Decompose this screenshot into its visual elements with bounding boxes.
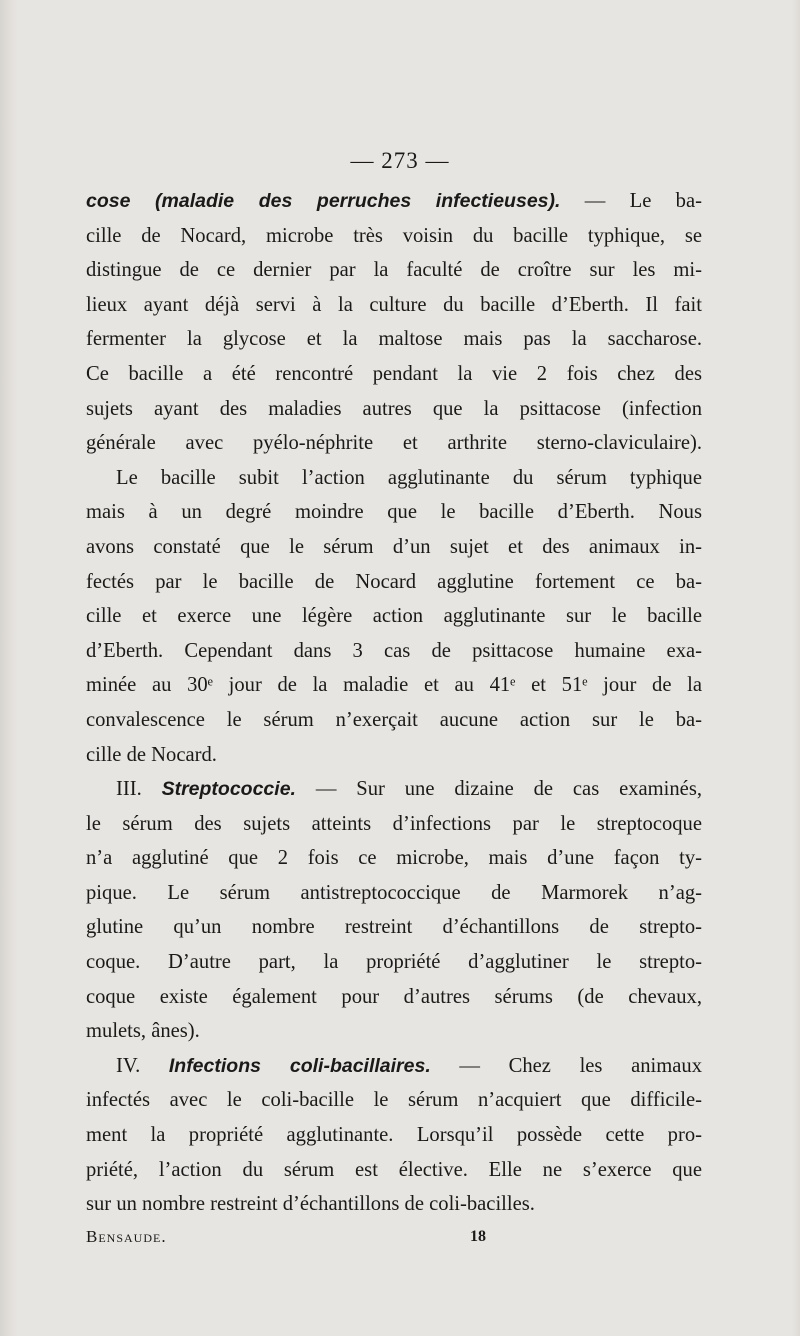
text-line bbox=[86, 703, 702, 738]
text-line bbox=[86, 772, 702, 807]
text-line bbox=[86, 1187, 702, 1222]
page-footer bbox=[86, 1222, 702, 1252]
line-text: — Chez les animaux bbox=[430, 1054, 702, 1077]
line-text: glutine qu’un nombre restreint d’échantillons de strepto- bbox=[86, 916, 702, 939]
text-line bbox=[86, 1083, 702, 1118]
line-text: coque existe également pour d’autres sérums (de chevaux, bbox=[86, 985, 702, 1008]
text-line bbox=[86, 945, 702, 980]
text-line bbox=[86, 530, 702, 565]
page-right-edge-shadow bbox=[792, 0, 800, 1336]
text-line bbox=[86, 322, 702, 357]
text-line bbox=[86, 1049, 702, 1084]
line-text: ment la propriété agglutinante. Lorsqu’il possède cette pro- bbox=[86, 1124, 702, 1147]
line-text: III. bbox=[116, 778, 162, 801]
body-text bbox=[86, 148, 702, 1252]
text-line bbox=[86, 1153, 702, 1188]
text-line bbox=[86, 426, 702, 461]
line-text: minée au 30ᵉ jour de la maladie et au 41ᵉ et 51ᵉ jour de la bbox=[86, 674, 702, 697]
line-text: avons constaté que le sérum d’un sujet et des animaux in- bbox=[86, 535, 702, 558]
text-line bbox=[86, 253, 702, 288]
section-heading: cose (maladie des perruches infectieuses). bbox=[86, 190, 561, 212]
line-text: coque. D’autre part, la propriété d’agglutiner le strepto- bbox=[86, 951, 702, 974]
text-line bbox=[86, 357, 702, 392]
text-line bbox=[86, 1118, 702, 1153]
line-text: pique. Le sérum antistreptococcique de Marmorek n’ag- bbox=[86, 881, 702, 904]
line-text: sujets ayant des maladies autres que la psittacose (infection bbox=[86, 397, 702, 420]
text-line bbox=[86, 980, 702, 1015]
line-text: — Le ba- bbox=[560, 190, 702, 212]
text-line bbox=[86, 495, 702, 530]
line-text: Ce bacille a été rencontré pendant la vie 2 fois chez des bbox=[86, 362, 702, 385]
line-text: sur un nombre restreint d’échantillons de coli-bacilles. bbox=[86, 1193, 535, 1216]
text-line bbox=[86, 565, 702, 600]
text-line bbox=[86, 392, 702, 427]
line-text: cille et exerce une légère action agglutinante sur le bacille bbox=[86, 605, 702, 628]
footer-signature: Bensaude. bbox=[86, 1226, 167, 1246]
line-text: mulets, ânes). bbox=[86, 1020, 200, 1043]
line-text: IV. bbox=[116, 1054, 169, 1077]
text-line bbox=[86, 668, 702, 703]
sheet-number: 18 bbox=[470, 1227, 486, 1245]
line-text: fectés par le bacille de Nocard agglutine fortement ce ba- bbox=[86, 570, 702, 593]
section-heading: Infections coli-bacillaires. bbox=[168, 1054, 431, 1077]
line-text: d’Eberth. Cependant dans 3 cas de psittacose humaine exa- bbox=[86, 639, 702, 662]
line-text: cille de Nocard, microbe très voisin du bacille typhique, se bbox=[86, 224, 702, 247]
line-text: fermenter la glycose et la maltose mais pas la saccharose. bbox=[86, 328, 702, 351]
text-line bbox=[86, 807, 702, 842]
line-text: Le bacille subit l’action agglutinante du sérum typhique bbox=[116, 466, 702, 489]
page-left-edge-shadow bbox=[0, 0, 18, 1336]
text-line bbox=[86, 841, 702, 876]
line-text: mais à un degré moindre que le bacille d’Eberth. Nous bbox=[86, 501, 702, 524]
line-text: infectés avec le coli-bacille le sérum n’acquiert que difficile- bbox=[86, 1089, 702, 1112]
line-text: générale avec pyélo-néphrite et arthrite sterno-claviculaire). bbox=[86, 432, 702, 455]
line-text: lieux ayant déjà servi à la culture du bacille d’Eberth. Il fait bbox=[86, 293, 702, 316]
text-line bbox=[86, 219, 702, 254]
text-line bbox=[86, 910, 702, 945]
text-line bbox=[86, 876, 702, 911]
text-line bbox=[86, 738, 702, 773]
line-text: le sérum des sujets atteints d’infections par le streptocoque bbox=[86, 812, 702, 835]
line-text: — Sur une dizaine de cas examinés, bbox=[295, 778, 702, 801]
line-text: distingue de ce dernier par la faculté de croître sur les mi- bbox=[86, 259, 702, 282]
line-text: convalescence le sérum n’exerçait aucune action sur le ba- bbox=[86, 708, 702, 731]
line-text: n’a agglutiné que 2 fois ce microbe, mais d’une façon ty- bbox=[86, 847, 702, 870]
text-lines bbox=[86, 184, 702, 1222]
text-line bbox=[86, 461, 702, 496]
page-number: — 273 — bbox=[350, 148, 450, 173]
text-line bbox=[86, 634, 702, 669]
line-text: priété, l’action du sérum est élective. Elle ne s’exerce que bbox=[86, 1158, 702, 1181]
text-line bbox=[86, 1014, 702, 1049]
text-line bbox=[86, 288, 702, 323]
text-line bbox=[86, 599, 702, 634]
line-text: cille de Nocard. bbox=[86, 743, 217, 766]
text-line bbox=[86, 184, 702, 219]
section-heading: Streptococcie. bbox=[161, 778, 296, 801]
